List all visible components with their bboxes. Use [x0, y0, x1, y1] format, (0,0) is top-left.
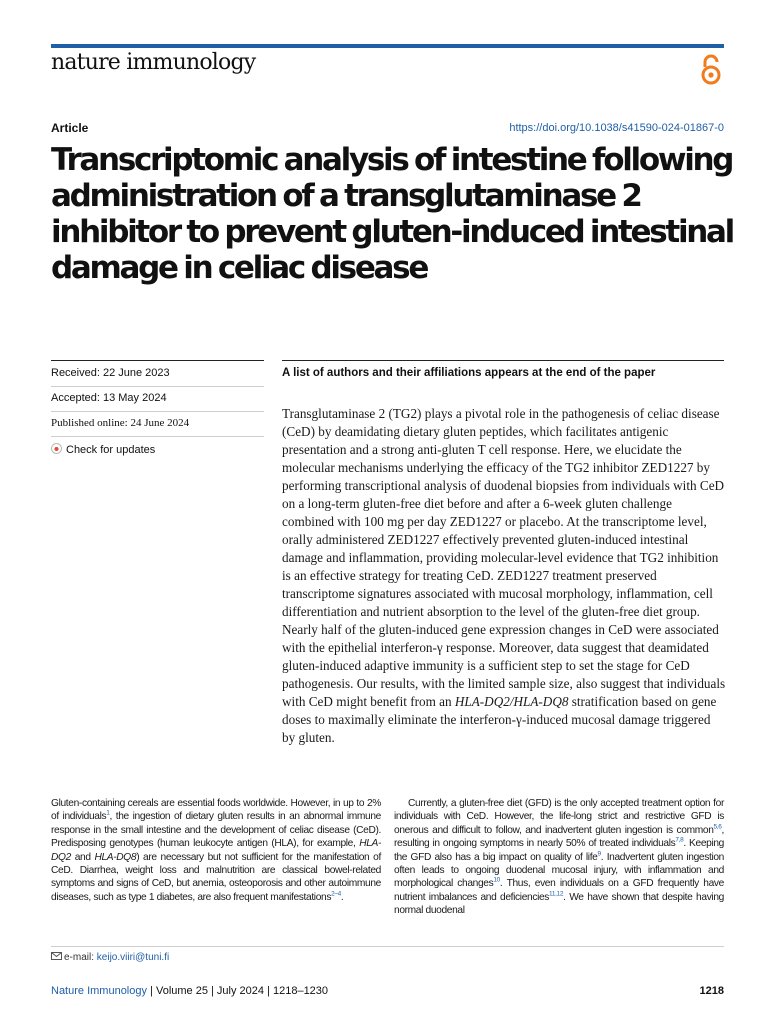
- accepted-date: Accepted: 13 May 2024: [51, 392, 167, 404]
- email-link[interactable]: keijo.viiri@tuni.fi: [96, 952, 170, 963]
- reference-link[interactable]: 1: [106, 810, 110, 818]
- article-type-label: Article: [51, 121, 89, 135]
- reference-link[interactable]: 7,8: [675, 836, 684, 844]
- reference-link[interactable]: 2–4: [331, 890, 341, 898]
- footer-details: | Volume 25 | July 2024 | 1218–1230: [147, 985, 329, 997]
- reference-link[interactable]: 9: [597, 850, 601, 858]
- check-updates-label: Check for updates: [66, 444, 156, 456]
- open-access-icon[interactable]: [698, 54, 724, 86]
- body-text-left-column: Gluten-containing cereals are essential foods worldwide. However, in up to 2% of individuals$^1$, the ingestion of dietary gluten results in an abnormal immune response in the small intestine and the development of celiac disease (CeD). Predisposing genotypes (human leukocyte antigen (HLA), for example, HLA-DQ2 and HLA-DQ8) are necessary but not sufficient for the manifestation of CeD. Diarrhea, weight loss and malnutrition are classical bowel-related symptoms and signs of CeD, but anemia, osteoporosis and other autoimmune diseases, such as type 1 diabetes, are also frequent manifestations$^{2-4}$.: [51, 798, 382, 903]
- reference-link[interactable]: 10: [493, 877, 500, 885]
- meta-divider: [51, 360, 264, 361]
- check-updates-icon: [51, 443, 62, 454]
- page-number: 1218: [699, 985, 724, 997]
- article-title: Transcriptomic analysis of intestine following administration of a transglutaminase 2 inhibitor to prevent gluten-induced intestinal damage in celiac disease: [51, 142, 733, 286]
- mail-icon: [51, 952, 62, 960]
- authors-divider: [282, 360, 724, 361]
- authors-note: A list of authors and their affiliations appears at the end of the paper: [282, 367, 656, 379]
- footer-journal-link[interactable]: Nature Immunology: [51, 985, 147, 997]
- meta-separator: [51, 386, 264, 387]
- email-label: e-mail:: [64, 952, 97, 963]
- email-footnote: [51, 952, 169, 963]
- abstract: Transglutaminase 2 (TG2) plays a pivotal role in the pathogenesis of celiac disease (CeD) by deamidating dietary gluten peptides, which facilitates antigenic presentation and a strong anti-gluten T cell response. Here, we elucidate the molecular mechanisms underlying the efficacy of the TG2 inhibitor ZED1227 by performing transcriptional analysis of duodenal biopsies from individuals with CeD on a long-term gluten-free diet before and after a 6-week gluten challenge combined with 100 mg per day ZED1227 or placebo. At the transcriptome level, orally administered ZED1227 effectively prevented gluten-induced intestinal damage and inflammation, providing molecular-level evidence that TG2 inhibition is an effective strategy for treating CeD. ZED1227 treatment preserved transcriptome signatures associated with mucosal morphology, inflammation, cell differentiation and nutrient absorption to the level of the gluten-free diet group. Nearly half of the gluten-induced gene expression changes in CeD were associated with the epithelial interferon-γ response. Moreover, data suggest that deamidated gluten-induced adaptive immunity is a sufficient step to set the stage for CeD pathogenesis. Our results, with the limited sample size, also suggest that individuals with CeD might benefit from an HLA-DQ2/HLA-DQ8 stratification based on gene doses to maximally eliminate the interferon-γ-induced mucosal damage triggered by gluten.: [282, 406, 726, 745]
- meta-separator: [51, 436, 264, 437]
- journal-logo[interactable]: nature immunology: [51, 50, 256, 75]
- header-accent-bar: [51, 44, 724, 48]
- reference-link[interactable]: 5,6: [713, 823, 722, 831]
- check-updates-link[interactable]: [51, 443, 264, 456]
- reference-link[interactable]: 11,12: [549, 890, 564, 898]
- meta-separator: [51, 411, 264, 412]
- body-text-right-column: Currently, a gluten-free diet (GFD) is the only accepted treatment option for individuals with CeD. However, the life-long strict and restrictive GFD is onerous and difficult to follow, and inadvertent gluten ingestion is common$^{5,6}$, resulting in ongoing symptoms in nearly 50% of treated individuals$^{7,8}$. Keeping the GFD also has a big impact on quality of life$^9$. Inadvertent gluten ingestion often leads to ongoing duodenal mucosal injury, with inflammation and morphological changes$^{10}$. Thus, even individuals on a GFD frequently have nutrient imbalances and deficiencies$^{11,12}$. We have shown that despite having normal duodenal: [394, 798, 724, 917]
- received-date: Received: 22 June 2023: [51, 367, 170, 379]
- page-footer: [51, 985, 328, 997]
- published-date: Published online: 24 June 2024: [51, 417, 190, 429]
- doi-link[interactable]: https://doi.org/10.1038/s41590-024-01867-0: [509, 122, 724, 134]
- footnote-divider: [51, 946, 724, 947]
